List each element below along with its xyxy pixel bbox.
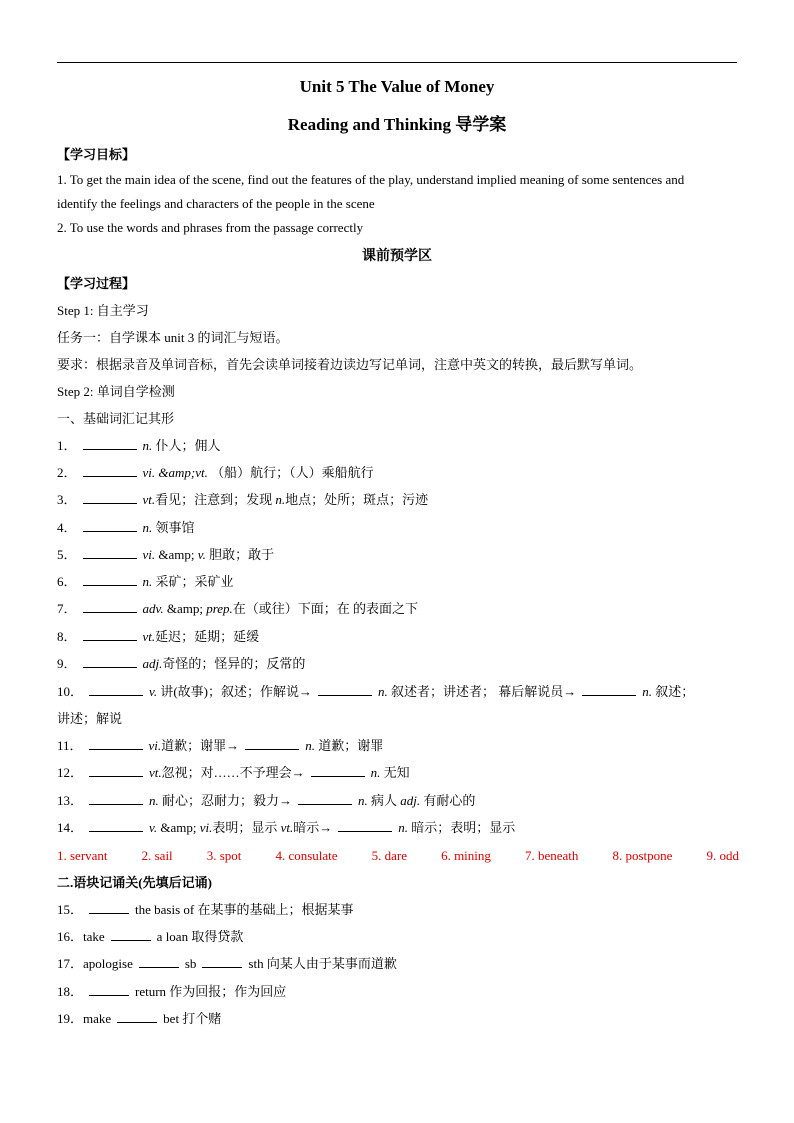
answer-blank[interactable] [89, 764, 143, 777]
part-1-heading: 一、基础词汇记其形 [57, 411, 175, 426]
answer-blank[interactable] [245, 737, 299, 750]
vocab-item-11: 11． vi.道歉；谢罪→ n. 道歉；谢罪 [57, 738, 384, 753]
vocab-item-2: 2． vi. &amp;vt. （船）航行；（人）乘船航行 [57, 465, 374, 480]
answer-2: 2. sail [141, 848, 173, 863]
answer-blank[interactable] [298, 792, 352, 805]
objective-1-line-1: 1. To get the main idea of the scene, find out the features of the play, understand implied meaning of some sentences and [57, 172, 685, 187]
answer-blank[interactable] [83, 464, 137, 477]
header-rule [57, 62, 737, 63]
answer-3: 3. spot [206, 848, 242, 863]
answer-8: 8. postpone [612, 848, 673, 863]
answer-key [57, 848, 739, 864]
answer-9: 9. odd [706, 848, 739, 863]
document-subtitle: Reading and Thinking 导学案 [287, 115, 507, 134]
vocab-item-14: 14． v. &amp; vi.表明；显示 vt.暗示→ n. 暗示；表明；显示 [57, 820, 516, 835]
vocab-item-4: 4． n. 领事馆 [57, 520, 195, 535]
vocab-item-6: 6． n. 采矿；采矿业 [57, 574, 234, 589]
phrase-item-17: 17．apologise sb sth 向某人由于某事而道歉 [57, 956, 397, 971]
answer-7: 7. beneath [524, 848, 579, 863]
vocab-item-8: 8． vt.延迟；延期；延缓 [57, 629, 260, 644]
answer-blank[interactable] [83, 655, 137, 668]
phrase-item-16: 16．take a loan 取得贷款 [57, 929, 244, 944]
vocab-item-10-continued: 讲述；解说 [57, 711, 123, 726]
vocab-item-10: 10． v. 讲(故事)；叙述；作解说→ n. 叙述者；讲述者； 幕后解说员→ n. 叙述； [57, 684, 695, 699]
requirement: 要求：根据录音及单词音标，首先会读单词接着边读边写记单词，注意中英文的转换，最后默写单词。 [57, 357, 643, 372]
answer-blank[interactable] [202, 955, 242, 968]
answer-blank[interactable] [89, 983, 129, 996]
objectives-heading: 【学习目标】 [57, 147, 136, 162]
answer-blank[interactable] [83, 519, 137, 532]
answer-6: 6. mining [441, 848, 491, 863]
answer-blank[interactable] [117, 1010, 157, 1023]
answer-blank[interactable] [318, 683, 372, 696]
answer-blank[interactable] [111, 928, 151, 941]
task-1: 任务一：自学课本 unit 3 的词汇与短语。 [57, 330, 289, 345]
answer-blank[interactable] [83, 546, 137, 559]
answer-blank[interactable] [338, 819, 392, 832]
answer-blank[interactable] [89, 683, 143, 696]
step-2: Step 2: 单词自学检测 [57, 384, 175, 399]
answer-blank[interactable] [89, 792, 143, 805]
document-title: Unit 5 The Value of Money [299, 77, 495, 96]
vocab-item-5: 5． vi. &amp; v. 胆敢；敢于 [57, 547, 275, 562]
answer-5: 5. dare [371, 848, 407, 863]
answer-1: 1. servant [57, 848, 108, 863]
answer-blank[interactable] [83, 600, 137, 613]
vocab-item-1: 1． n. 仆人；佣人 [57, 438, 221, 453]
answer-blank[interactable] [311, 764, 365, 777]
vocab-item-9: 9． adj.奇怪的；怪异的；反常的 [57, 656, 306, 671]
objective-1-line-2: identify the feelings and characters of the people in the scene [57, 196, 375, 211]
preview-heading: 课前预学区 [362, 249, 432, 264]
phrase-item-18: 18． return 作为回报；作为回应 [57, 984, 287, 999]
phrase-item-15: 15． the basis of 在某事的基础上；根据某事 [57, 902, 354, 917]
answer-blank[interactable] [83, 573, 137, 586]
answer-blank[interactable] [83, 437, 137, 450]
process-heading: 【学习过程】 [57, 276, 136, 291]
answer-blank[interactable] [582, 683, 636, 696]
answer-blank[interactable] [83, 491, 137, 504]
answer-blank[interactable] [89, 901, 129, 914]
answer-4: 4. consulate [275, 848, 338, 863]
phrase-item-19: 19．make bet 打个赌 [57, 1011, 222, 1026]
step-1: Step 1: 自主学习 [57, 303, 149, 318]
answer-blank[interactable] [89, 819, 143, 832]
vocab-item-7: 7． adv. &amp; prep.在（或往）下面；在 的表面之下 [57, 601, 419, 616]
answer-blank[interactable] [83, 628, 137, 641]
answer-blank[interactable] [139, 955, 179, 968]
vocab-item-3: 3． vt.看见；注意到；发现 n.地点；处所；斑点；污迹 [57, 492, 429, 507]
vocab-item-12: 12． vt.忽视；对……不予理会→ n. 无知 [57, 765, 410, 780]
vocab-item-13: 13． n. 耐心；忍耐力；毅力→ n. 病人 adj. 有耐心的 [57, 793, 476, 808]
objective-2: 2. To use the words and phrases from the passage correctly [57, 220, 364, 235]
part-2-heading: 二.语块记诵关(先填后记诵) [57, 875, 212, 890]
answer-blank[interactable] [89, 737, 143, 750]
